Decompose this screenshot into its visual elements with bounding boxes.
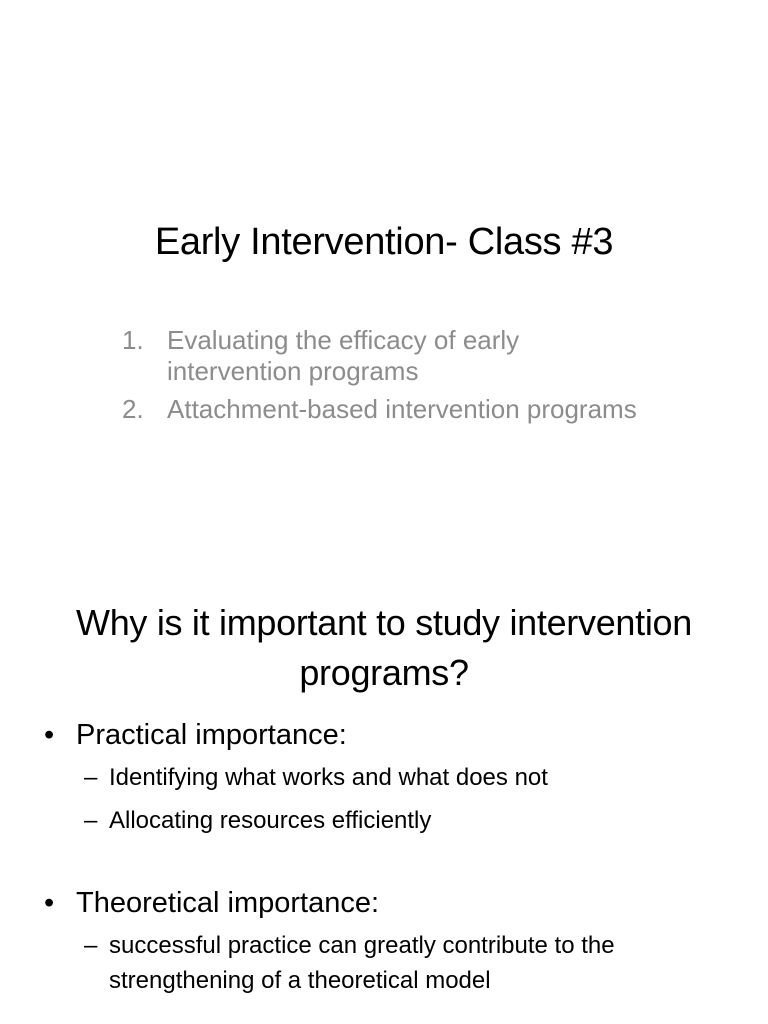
slide-2-title: Why is it important to study intervention programs? [76,602,692,693]
sub-bullet-item [84,760,744,795]
sub-bullet-text: successful practice can greatly contribute to the strengthening of a theoretical model [109,932,615,994]
bullet-list [44,716,744,1006]
bullet-marker: • [44,887,55,919]
bullet-marker: • [44,719,55,751]
slide-1-title: Early Intervention- Class #3 [154,221,614,263]
agenda-item [122,325,642,387]
bullet-text: Theoretical importance: [76,887,380,919]
bullet-theoretical-importance [44,884,744,998]
sub-bullet-marker: – [84,807,98,834]
sub-bullet-item [84,928,744,998]
sub-bullet-marker: – [84,932,98,959]
sub-bullet-text: Identifying what works and what does not [109,764,548,791]
agenda-item-number: 1. [122,325,144,355]
sub-bullet-item [84,803,744,838]
agenda-item-text: Evaluating the efficacy of early intervention programs [167,325,520,386]
agenda-list [122,325,642,432]
agenda-item-text: Attachment-based intervention programs [167,394,637,424]
sub-bullet-marker: – [84,764,98,791]
bullet-practical-importance [44,716,744,838]
sub-bullet-text: Allocating resources efficiently [109,807,432,834]
bullet-text: Practical importance: [76,719,347,751]
bullet-spacer [44,846,744,884]
agenda-item-number: 2. [122,394,144,424]
sub-bullet-list [84,760,744,838]
agenda-item [122,394,642,425]
slide-2 [0,560,768,1024]
sub-bullet-list [84,928,744,998]
